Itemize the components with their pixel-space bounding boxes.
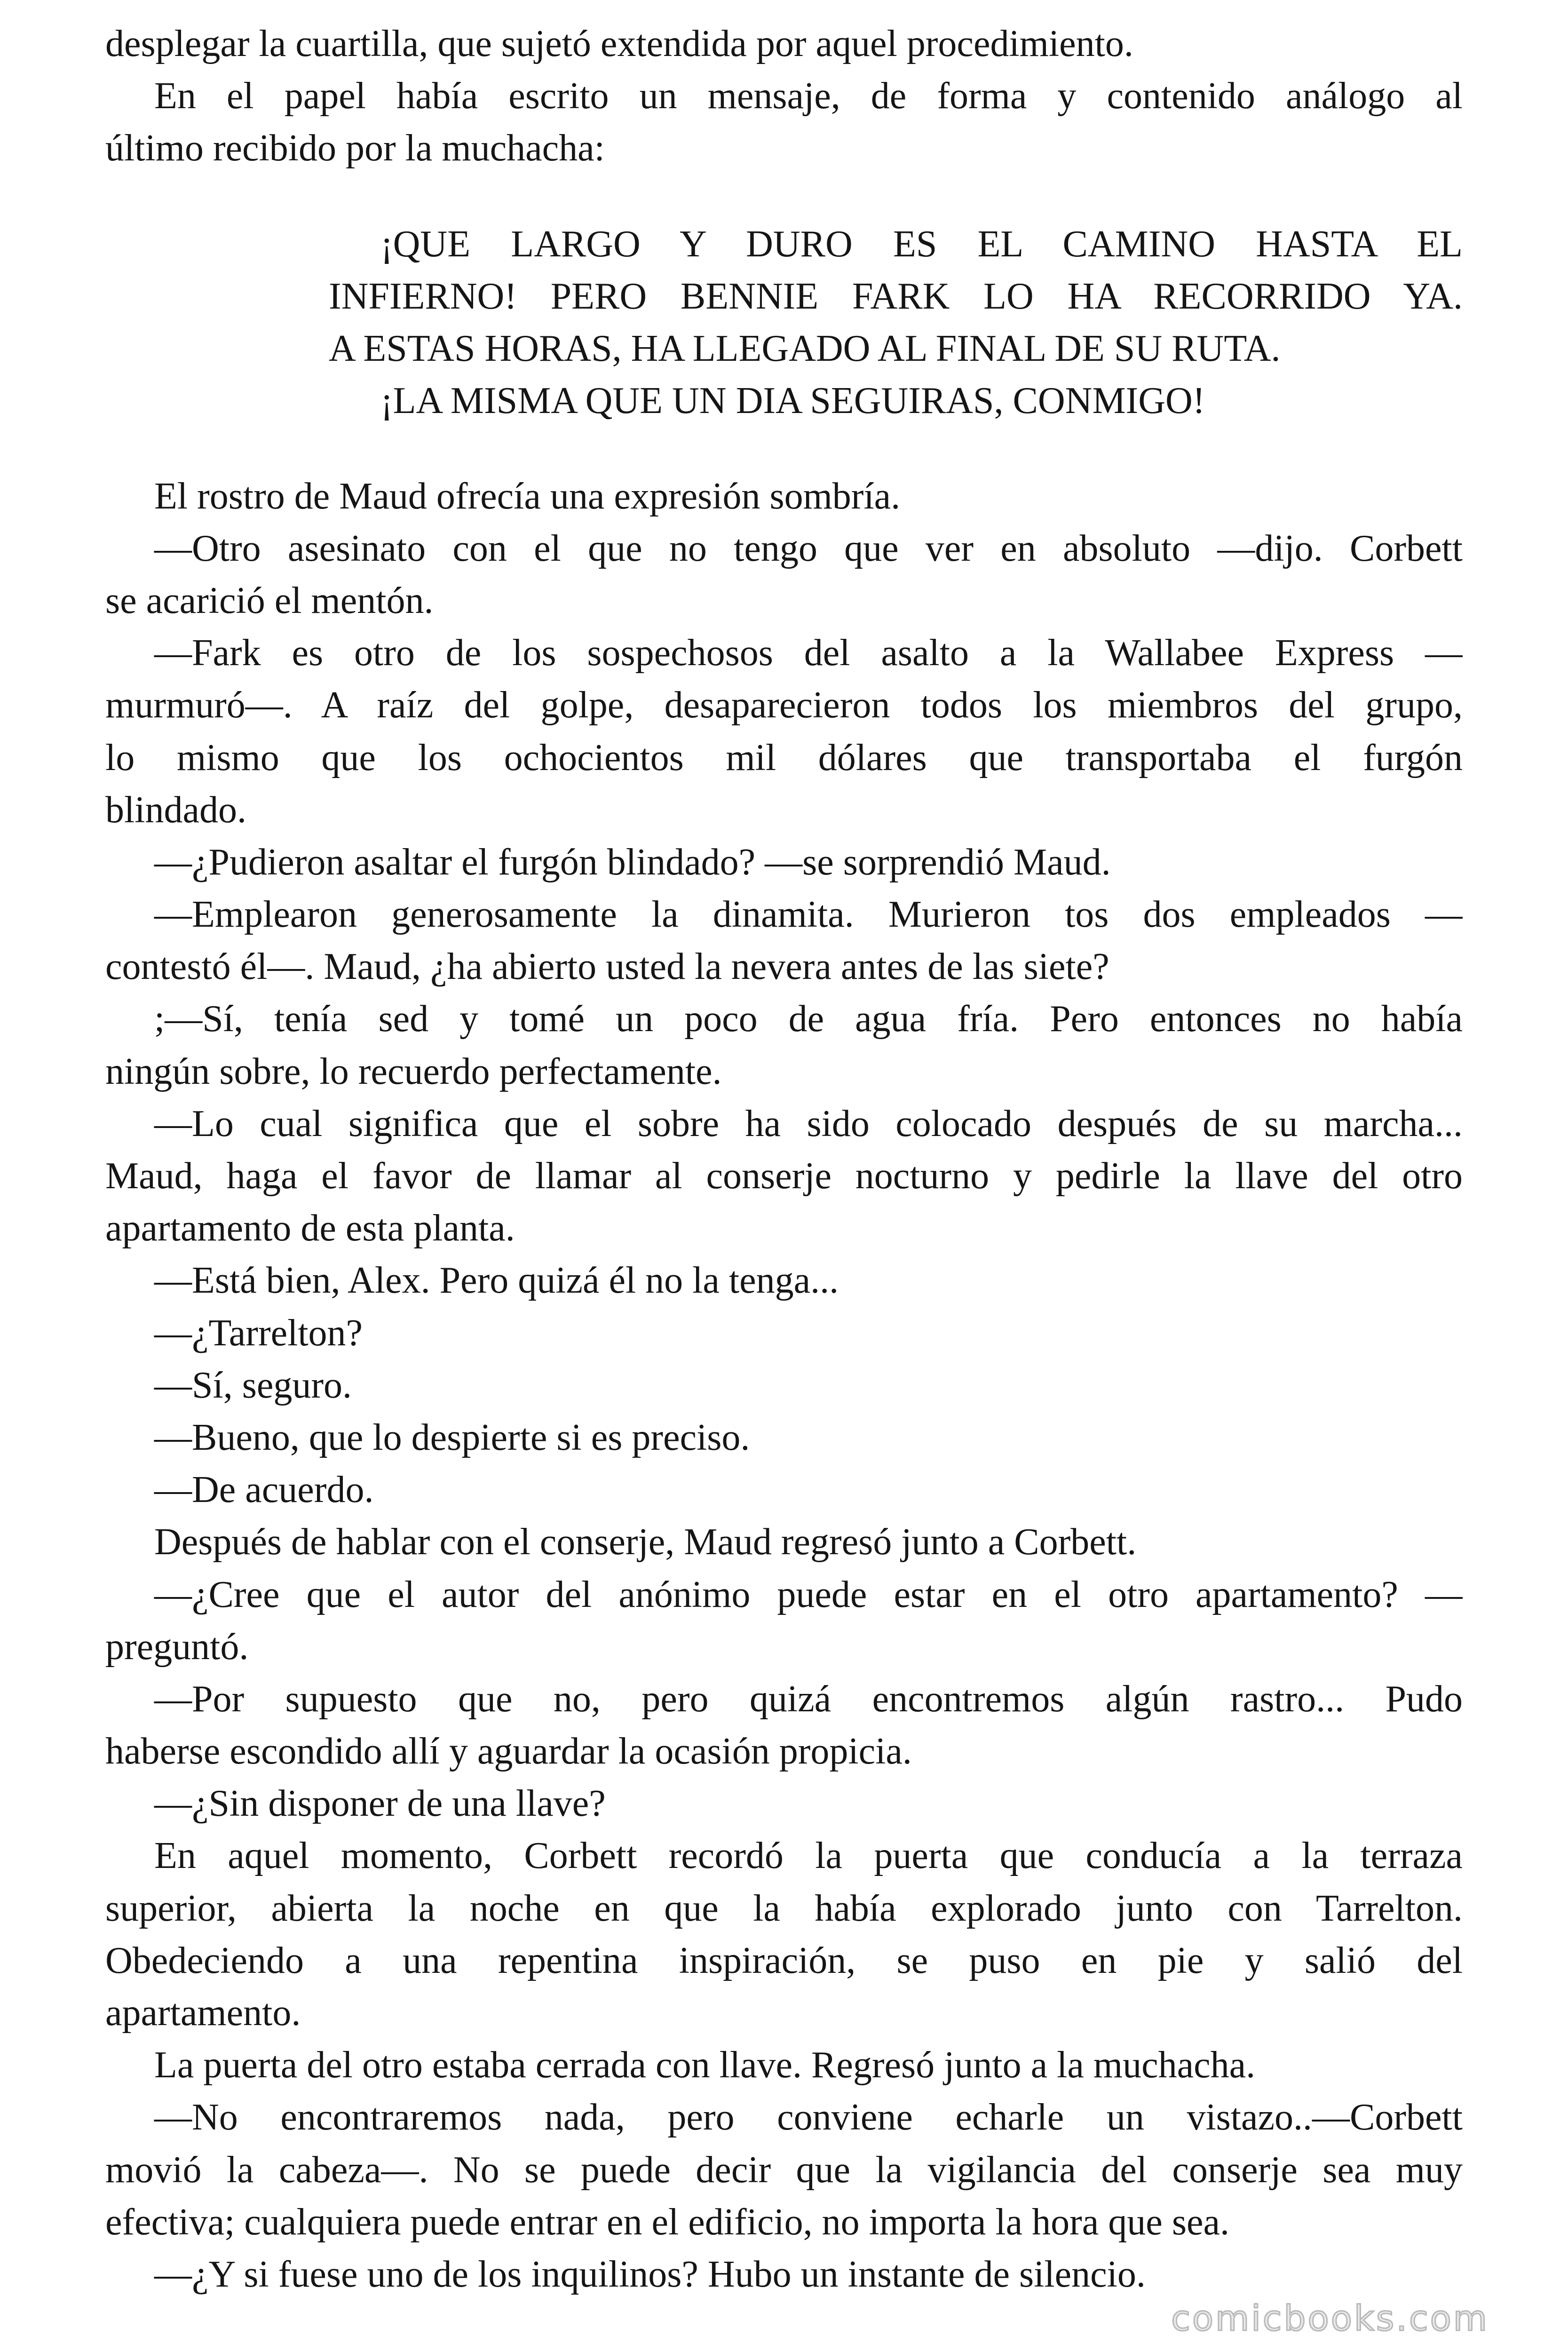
paragraph xyxy=(105,1098,1463,1255)
text-line: haberse escondido allí y aguardar la ocasión propicia. xyxy=(105,1731,912,1772)
paragraph xyxy=(105,889,1463,993)
text-line: —De acuerdo. xyxy=(154,1469,374,1511)
text-line: —¿Pudieron asaltar el furgón blindado? —se sorprendió Maud. xyxy=(154,841,1111,883)
text-line: —¿Sin disponer de una llave? xyxy=(154,1783,606,1825)
paragraph xyxy=(105,836,1463,889)
text-line: —Fark es otro de los sospechosos del asalto a la Wallabee Express — xyxy=(154,632,1463,674)
text-line: —Otro asesinato con el que no tengo que ver en absoluto —dijo. Corbett xyxy=(154,527,1463,569)
text-line: En el papel había escrito un mensaje, de forma y contenido análogo al xyxy=(154,75,1463,117)
paragraph xyxy=(105,2249,1463,2301)
text-line: —Bueno, que lo despierte si es preciso. xyxy=(154,1416,750,1458)
anonymous-message xyxy=(105,218,1463,427)
text-line: Obedeciendo a una repentina inspiración, se puso en pie y salió del xyxy=(105,1939,1463,1981)
text-line: blindado. xyxy=(105,789,246,831)
text-line: apartamento de esta planta. xyxy=(105,1208,515,1249)
paragraph xyxy=(105,1359,1463,1412)
paragraph xyxy=(105,70,1463,175)
paragraph xyxy=(105,2091,1463,2249)
paragraph xyxy=(105,1516,1463,1568)
text-line: desplegar la cuartilla, que sujetó extendida por aquel procedimiento. xyxy=(105,23,1133,64)
paragraph xyxy=(105,523,1463,627)
text-line: ningún sobre, lo recuerdo perfectamente. xyxy=(105,1050,722,1092)
paragraph xyxy=(105,1569,1463,1673)
text-line: preguntó. xyxy=(105,1626,249,1668)
message-line: INFIERNO! PERO BENNIE FARK LO HA RECORRIDO YA. xyxy=(329,275,1463,317)
paragraph xyxy=(105,627,1463,836)
text-line: movió la cabeza—. No se puede decir que la vigilancia del conserje sea muy xyxy=(105,2149,1463,2191)
text-line: Maud, haga el favor de llamar al conserje nocturno y pedirle la llave del otro xyxy=(105,1155,1463,1197)
paragraph xyxy=(105,1830,1463,2039)
message-line: A ESTAS HORAS, HA LLEGADO AL FINAL DE SU RUTA. xyxy=(329,327,1281,369)
paragraph xyxy=(105,2039,1463,2091)
watermark: comicbooks.com xyxy=(1171,2298,1489,2339)
text-line: ;—Sí, tenía sed y tomé un poco de agua fría. Pero entonces no había xyxy=(154,998,1463,1040)
text-line: —Sí, seguro. xyxy=(154,1364,352,1406)
paragraph xyxy=(105,1255,1463,1307)
text-line: se acarició el mentón. xyxy=(105,580,434,621)
text-line: —Lo cual significa que el sobre ha sido colocado después de su marcha... xyxy=(154,1103,1463,1144)
spacer xyxy=(105,175,1463,218)
paragraph xyxy=(105,1307,1463,1359)
spacer xyxy=(105,427,1463,470)
paragraph xyxy=(105,18,1463,70)
text-line: efectiva; cualquiera puede entrar en el edificio, no importa la hora que sea. xyxy=(105,2201,1229,2243)
paragraph xyxy=(105,1673,1463,1778)
text-line: superior, abierta la noche en que la había explorado junto con Tarrelton. xyxy=(105,1887,1463,1929)
text-line: —No encontraremos nada, pero conviene echarle un vistazo..—Corbett xyxy=(154,2097,1463,2138)
text-line: El rostro de Maud ofrecía una expresión sombría. xyxy=(154,475,901,517)
paragraph xyxy=(105,470,1463,523)
page-text xyxy=(105,18,1463,2301)
text-line: Después de hablar con el conserje, Maud regresó junto a Corbett. xyxy=(154,1521,1137,1563)
text-line: contestó él—. Maud, ¿ha abierto usted la nevera antes de las siete? xyxy=(105,946,1109,988)
text-line: último recibido por la muchacha: xyxy=(105,127,605,169)
text-line: —Emplearon generosamente la dinamita. Murieron tos dos empleados — xyxy=(154,894,1463,936)
text-line: murmuró—. A raíz del golpe, desaparecieron todos los miembros del grupo, xyxy=(105,684,1463,726)
text-line: La puerta del otro estaba cerrada con llave. Regresó junto a la muchacha. xyxy=(154,2044,1256,2086)
text-line: —Por supuesto que no, pero quizá encontremos algún rastro... Pudo xyxy=(154,1678,1463,1720)
paragraph xyxy=(105,993,1463,1097)
text-line: —¿Cree que el autor del anónimo puede estar en el otro apartamento? — xyxy=(154,1573,1463,1615)
text-line: apartamento. xyxy=(105,1992,301,2034)
text-line: lo mismo que los ochocientos mil dólares que transportaba el furgón xyxy=(105,737,1463,779)
paragraph xyxy=(105,1464,1463,1516)
text-line: —Está bien, Alex. Pero quizá él no la tenga... xyxy=(154,1260,839,1302)
text-line: —¿Tarrelton? xyxy=(154,1312,363,1354)
paragraph xyxy=(105,1778,1463,1830)
text-line: En aquel momento, Corbett recordó la puerta que conducía a la terraza xyxy=(154,1835,1463,1877)
paragraph xyxy=(105,1412,1463,1464)
message-line: ¡QUE LARGO Y DURO ES EL CAMINO HASTA EL xyxy=(380,223,1463,265)
message-line: ¡LA MISMA QUE UN DIA SEGUIRAS, CONMIGO! xyxy=(380,380,1205,421)
text-line: —¿Y si fuese uno de los inquilinos? Hubo un instante de silencio. xyxy=(154,2253,1146,2295)
